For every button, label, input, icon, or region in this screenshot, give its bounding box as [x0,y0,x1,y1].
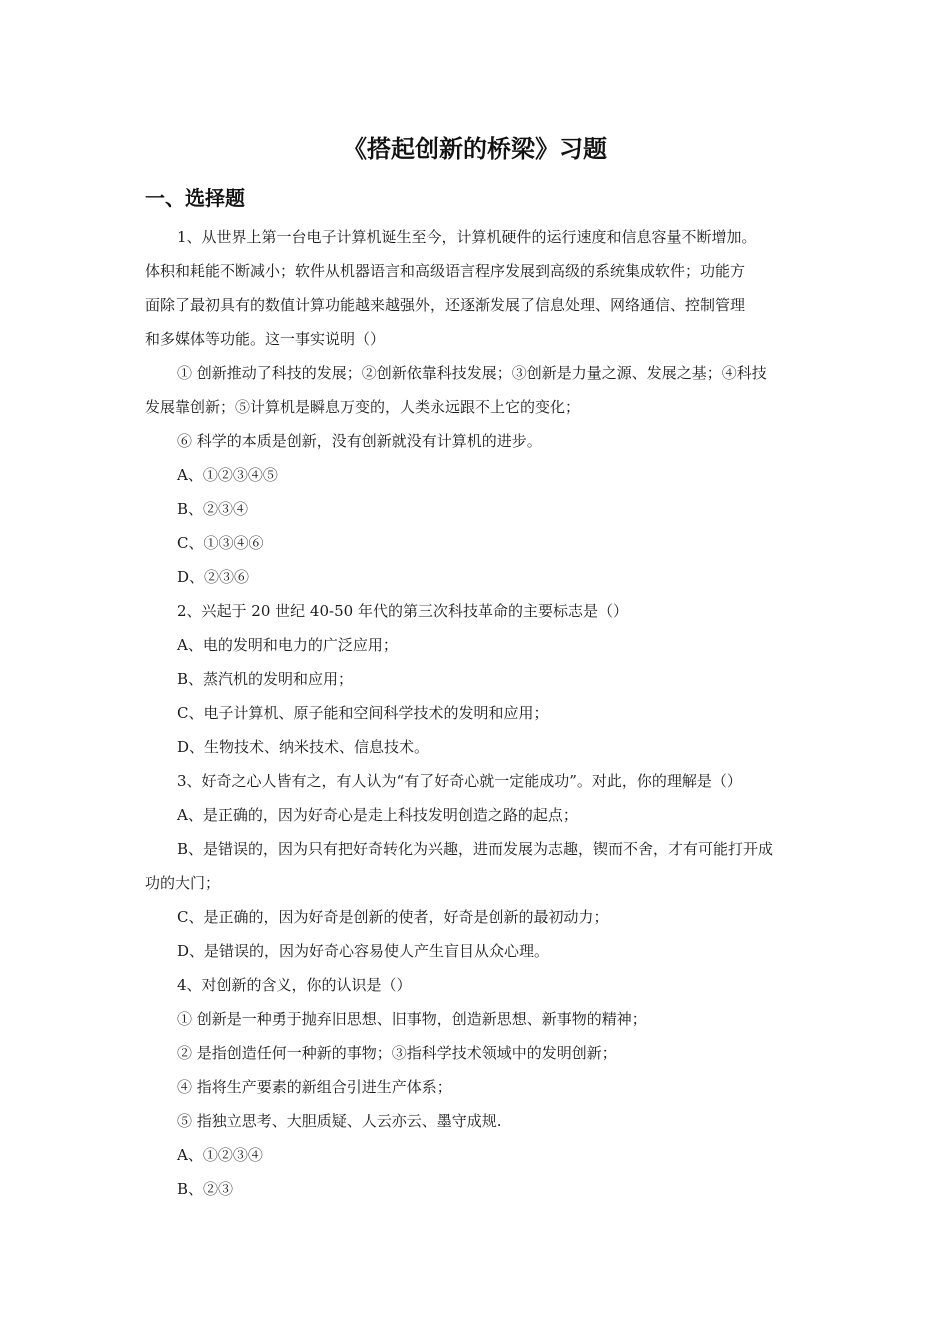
option-line: B、②③ [177,1180,234,1198]
option-line: A、是正确的，因为好奇心是走上科技发明创造之路的起点； [177,806,578,824]
option-line: D、是错误的，因为好奇心容易使人产生盲目从众心理。 [177,942,550,960]
text-line: ② 是指创造任何一种新的事物；③指科学技术领域中的发明创新； [177,1044,617,1062]
text-line: ① 创新是一种勇于抛弃旧思想、旧事物，创造新思想、新事物的精神； [177,1010,647,1028]
document-title: 《搭起创新的桥梁》习题 [343,135,607,163]
option-line: C、①③④⑥ [177,534,264,552]
text-line: ⑥ 科学的本质是创新，没有创新就没有计算机的进步。 [177,432,542,450]
option-line: C、电子计算机、原子能和空间科学技术的发明和应用； [177,704,549,722]
question-line: 4、对创新的含义，你的认识是（） [177,976,412,994]
question-line: 2、兴起于 20 世纪 40-50 年代的第三次科技革命的主要标志是（） [177,602,628,620]
text-line: ⑤ 指独立思考、大胆质疑、人云亦云、墨守成规. [177,1112,502,1130]
question-line: 3、好奇之心人皆有之，有人认为“有了好奇心就一定能成功”。对此，你的理解是（） [177,772,742,790]
section-heading: 一、选择题 [145,186,245,210]
option-line: D、生物技术、纳米技术、信息技术。 [177,738,430,756]
option-line: A、①②③④⑤ [177,466,278,484]
option-line: A、电的发明和电力的广泛应用； [177,636,398,654]
text-line: 体积和耗能不断减小；软件从机器语言和高级语言程序发展到高级的系统集成软件；功能方 [145,262,746,280]
text-line: ④ 指将生产要素的新组合引进生产体系； [177,1078,452,1096]
option-line: B、是错误的，因为只有把好奇转化为兴趣，进而发展为志趣，锲而不舍，才有可能打开成 [177,840,774,858]
option-line: D、②③⑥ [177,568,250,586]
text-line: 和多媒体等功能。这一事实说明（） [145,330,386,348]
text-line: ① 创新推动了科技的发展；②创新依靠科技发展；③创新是力量之源、发展之基；④科技 [177,364,767,382]
option-line: C、是正确的，因为好奇是创新的使者，好奇是创新的最初动力； [177,908,609,926]
text-line: 1、从世界上第一台电子计算机诞生至今，计算机硬件的运行速度和信息容量不断增加。 [177,228,757,246]
option-line: B、②③④ [177,500,249,518]
option-line: A、①②③④ [177,1146,263,1164]
option-line: B、蒸汽机的发明和应用； [177,670,354,688]
text-line: 发展靠创新；⑤计算机是瞬息万变的，人类永远跟不上它的变化； [145,398,581,416]
option-line: 功的大门； [145,874,221,892]
text-line: 面除了最初具有的数值计算功能越来越强外，还逐渐发展了信息处理、网络通信、控制管理 [145,296,746,314]
